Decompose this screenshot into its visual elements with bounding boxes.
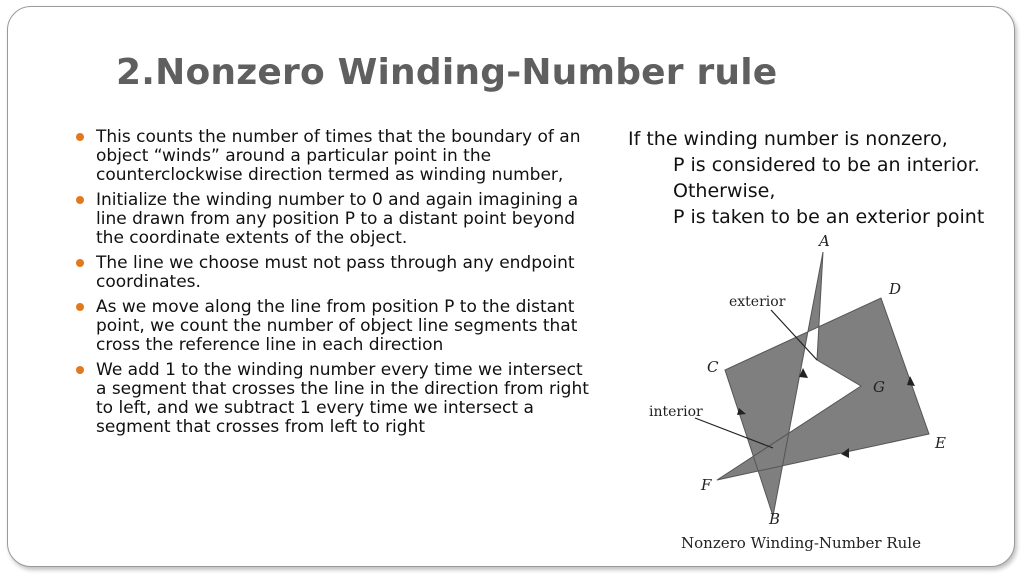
bullet-item: [72, 128, 592, 185]
bullet-item: [72, 298, 592, 355]
winding-rule-summary: [628, 126, 988, 230]
bullet-text: We add 1 to the winding number every time we intersect a segment that crosses the line in the direction from right to left, and we subtract 1 every time we intersect a segment that crosses from left to right: [96, 360, 589, 437]
vertex-f: F: [701, 476, 712, 494]
bullet-list: [72, 128, 592, 443]
bullet-dot-icon: [76, 133, 84, 141]
slide-title: 2.Nonzero Winding-Number rule: [116, 52, 778, 93]
figure-caption: Nonzero Winding-Number Rule: [681, 534, 921, 552]
vertex-d: D: [889, 280, 902, 298]
bullet-dot-icon: [76, 303, 84, 311]
label-exterior: exterior: [729, 294, 786, 310]
summary-line-1: If the winding number is nonzero,: [628, 128, 948, 150]
bullet-item: [72, 361, 592, 437]
label-interior: interior: [649, 404, 703, 420]
summary-line-3: P is taken to be an exterior point: [673, 206, 985, 228]
bullet-dot-icon: [76, 259, 84, 267]
summary-line-2: P is considered to be an interior. Otherwise,: [673, 154, 980, 202]
bullet-text: This counts the number of times that the boundary of an object “winds” around a particular point in the counterclockwise direction termed as winding number,: [96, 127, 581, 185]
bullet-dot-icon: [76, 196, 84, 204]
vertex-c: C: [707, 358, 719, 376]
winding-diagram: [645, 232, 965, 554]
vertex-g: G: [873, 378, 885, 396]
bullet-text: Initialize the winding number to 0 and again imagining a line drawn from any position P to a distant point beyond the coordinate extents of the object.: [96, 190, 579, 248]
bullet-text: As we move along the line from position P to the distant point, we count the number of object line segments that cross the reference line in each direction: [96, 297, 578, 355]
bullet-dot-icon: [76, 366, 84, 374]
vertex-b: B: [769, 510, 781, 528]
vertex-e: E: [935, 434, 946, 452]
bullet-item: [72, 191, 592, 248]
bullet-text: The line we choose must not pass through any endpoint coordinates.: [96, 253, 575, 292]
bullet-item: [72, 254, 592, 292]
vertex-a: A: [819, 232, 830, 250]
